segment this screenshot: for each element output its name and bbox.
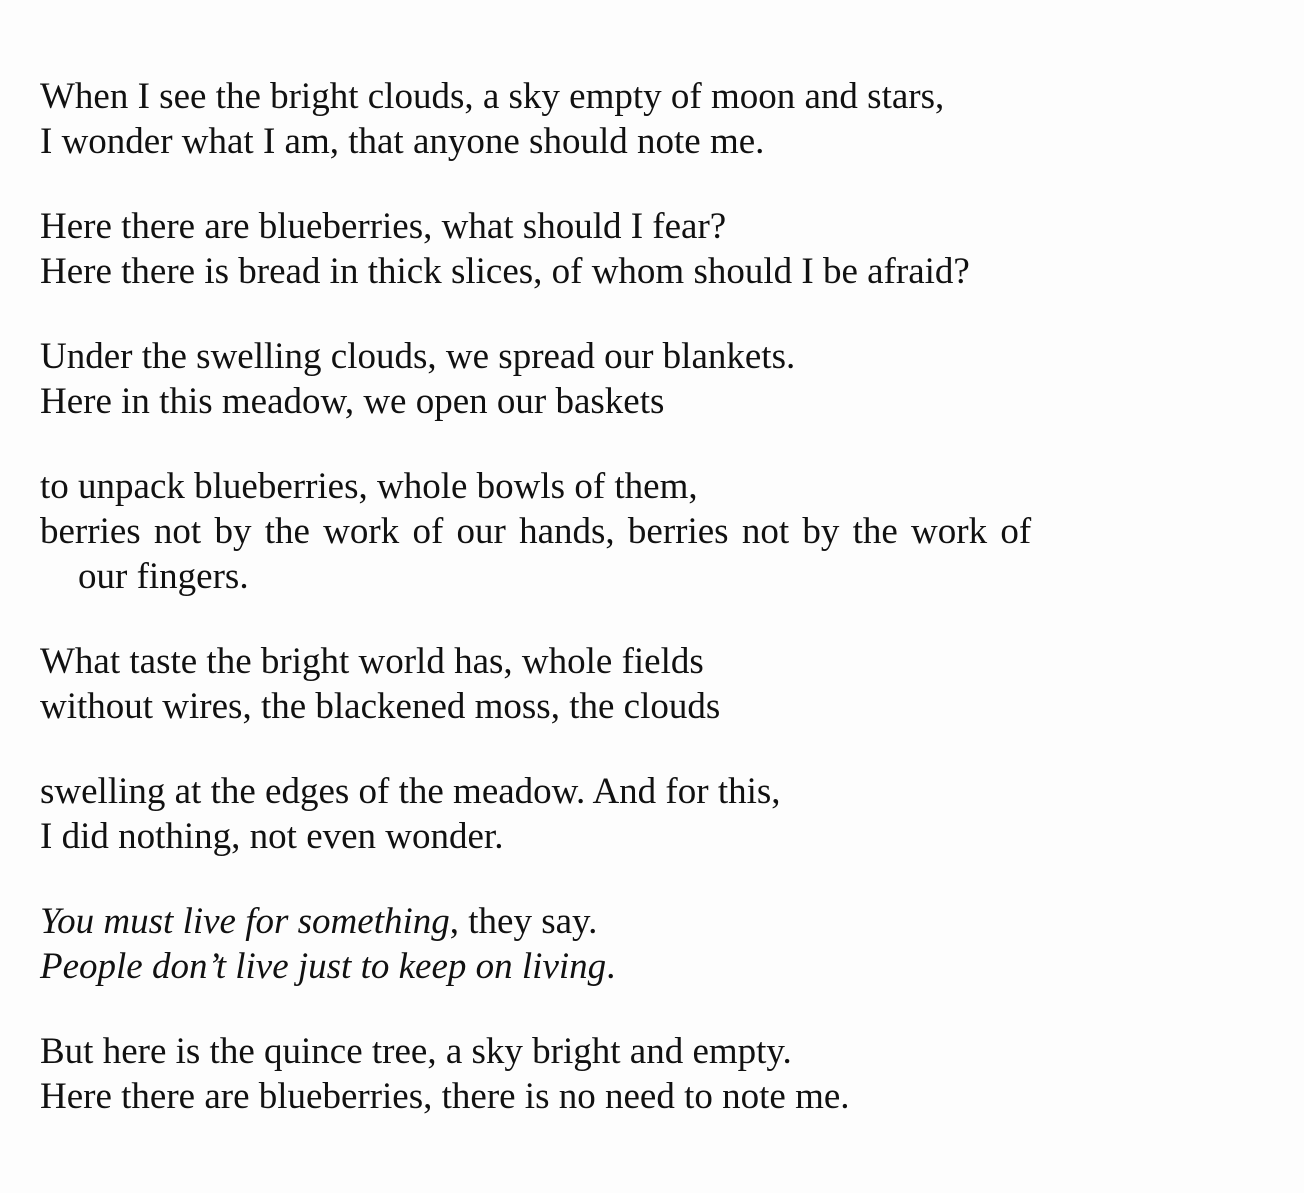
poem-line: I did nothing, not even wonder. <box>40 816 504 857</box>
stanza-2 <box>40 204 1260 294</box>
poem-line: I wonder what I am, that anyone should note me. <box>40 121 765 162</box>
quote-tail: . <box>606 946 616 987</box>
poem-line: berries not by the work of our hands, berries not by the work of <box>40 511 1032 552</box>
stanza-7 <box>40 899 1260 989</box>
stanza-6 <box>40 769 1260 859</box>
poem-line: But here is the quince tree, a sky bright and empty. <box>40 1031 792 1072</box>
italic-quote: People don’t live just to keep on living <box>40 946 607 987</box>
poem-line: without wires, the blackened moss, the clouds <box>40 686 721 727</box>
poem-line <box>40 944 1260 989</box>
poem-line: Under the swelling clouds, we spread our blankets. <box>40 336 796 377</box>
poem-line-continuation: our fingers. <box>78 556 249 597</box>
stanza-4 <box>40 464 1260 599</box>
stanza-1 <box>40 74 1260 164</box>
stanza-8 <box>40 1029 1260 1119</box>
poem-line: Here there are blueberries, what should I fear? <box>40 206 727 247</box>
stanza-5 <box>40 639 1260 729</box>
poem-line: Here there is bread in thick slices, of whom should I be afraid? <box>40 251 970 292</box>
poem-line <box>40 899 1260 944</box>
poem-line: Here in this meadow, we open our baskets <box>40 381 665 422</box>
italic-quote: You must live for something <box>40 901 450 942</box>
poem-body <box>40 74 1260 1159</box>
poem-line: What taste the bright world has, whole fields <box>40 641 704 682</box>
poem-line: swelling at the edges of the meadow. And for this, <box>40 771 781 812</box>
poem-line: to unpack blueberries, whole bowls of them, <box>40 466 698 507</box>
poem-line: When I see the bright clouds, a sky empty of moon and stars, <box>40 76 945 117</box>
quote-tail: , they say. <box>449 901 598 942</box>
stanza-3 <box>40 334 1260 424</box>
poem-line: Here there are blueberries, there is no need to note me. <box>40 1076 850 1117</box>
